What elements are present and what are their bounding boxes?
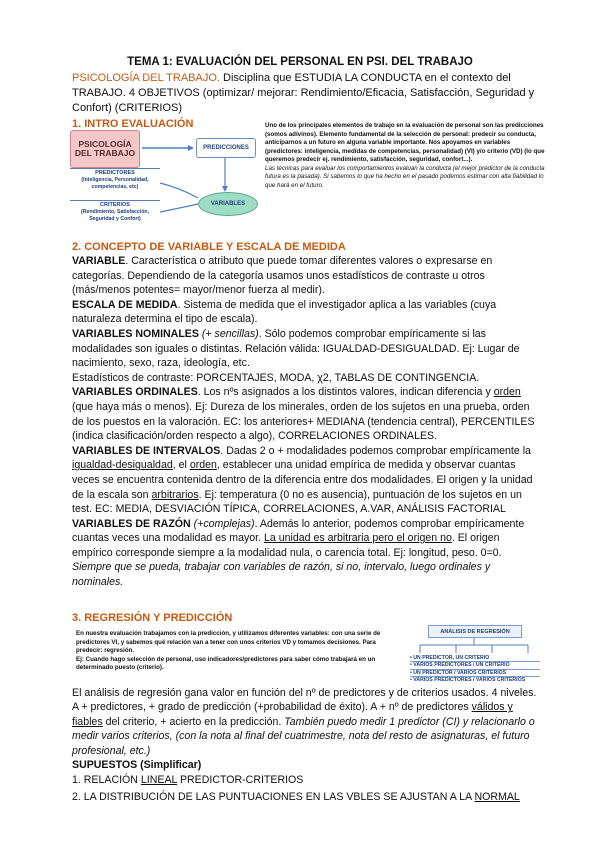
scale-term: ESCALA DE MEDIDA — [72, 298, 178, 311]
section-2-body — [72, 254, 540, 590]
interval-text-4: . Ej: temperatura (0 no es ausencia), puntuación de los sujetos en un test. EC: MEDIA, DESVIACIÓN TÍPICA, CORRELACIONES, A.VAR, ANÁLISIS FACTORIAL — [72, 488, 522, 516]
interval-term: VARIABLES DE INTERVALOS — [72, 444, 221, 457]
section-1-note-bold: Uno de los principales elementos de trabajo en la evaluación de personal son las predicciones (somos adivinos). Elemento fundamental de la selección de personal: predecir su conducta, anticiparnos a un futuro en alguna variable importante. Nos apoyamos en variables (predictores: inteligencia, medidas de competencias, personalidad) (VI) y/o criterio (VD) (lo que queremos predecir ej. rendimiento, satisfacción, seguridad, confort...). — [265, 122, 545, 163]
interval-underlined-1: igualdad-desigualdad — [72, 459, 173, 472]
regression-underlined: válidos y fiables — [72, 701, 513, 728]
assumption-2-text: 2. LA DISTRIBUCIÓN DE LAS PUNTUACIONES EN LAS VBLES SE AJUSTAN A LA — [72, 791, 475, 803]
criteria-block — [70, 200, 160, 223]
variable-term: VARIABLE — [72, 255, 126, 267]
ratio-text-1: . Además lo anterior, podemos comprobar empíricamente cuantas veces una modalidad es mayor. — [72, 517, 525, 545]
ordinal-text-2: (que haya más o menos). Ej: Dureza de los minerales, orden de los sujetos en una prueba, orden de los puestos en la valoración. EC: los anteriores+ MEDIANA (tendencia central), PERCENTILES (indica clasificación/orden respecto a algo), CORRELACIONES ORDINALES. — [72, 400, 535, 443]
criteria-title: CRITERIOS — [100, 202, 130, 208]
section-1-note-italic: Las técnicas para evaluar los comportamientos evaluan la conducta (el mejor predictor de la conducta futura es la pasada). Si sabemos lo que ha hecho en el pasado podemos estimar con alta fiabilidad lo que hará en el futuro. — [265, 164, 545, 189]
variables-ellipse: VARIABLES — [198, 192, 258, 216]
psychology-diagram — [70, 130, 258, 230]
section-3-note-bold: En nuestra evaluación trabajamos con la predicción, y utilizamos diferentes variables: con una serie de predictores VI, y sabemos qué relación van a tener con unos criterios VD y tomamos decisiones. Para predecir: regresión. — [76, 630, 381, 654]
assumption-2-underlined: NORMAL — [474, 791, 520, 803]
intro-lead: PSICOLOGÍA DEL TRABAJO. — [72, 72, 220, 84]
section-3-heading: 3. REGRESIÓN Y PREDICCIÓN — [72, 612, 233, 624]
ratio-paragraph — [72, 517, 540, 561]
interval-paragraph — [72, 444, 540, 517]
regression-level-1: • UN PREDICTOR, UN CRITERIO — [410, 655, 540, 662]
assumption-1-underlined: LINEAL — [140, 774, 178, 786]
predictors-detail: (Inteligencia, Personalidad, competencias, etc) — [81, 177, 149, 190]
predictors-block — [70, 168, 160, 191]
section-2-heading: 2. CONCEPTO DE VARIABLE Y ESCALA DE MEDIDA — [72, 241, 346, 253]
section-1-note — [265, 122, 545, 190]
interval-text-2: , el — [172, 459, 190, 472]
ordinal-term: VARIABLES ORDINALES — [72, 386, 198, 399]
regression-levels — [410, 655, 540, 684]
assumption-1-text: 1. RELACIÓN — [72, 774, 141, 786]
regression-paragraph — [72, 686, 540, 758]
ratio-term: VARIABLES DE RAZÓN — [72, 517, 191, 530]
ratio-underlined: La unidad es arbitraria pero el origen no — [263, 532, 452, 545]
assumptions-title: SUPUESTOS (Simplificar) — [72, 759, 202, 771]
main-psychology-box: PSICOLOGÍA DEL TRABAJO — [70, 130, 140, 168]
regression-text-1: El análisis de regresión gana valor en función del nº de predictores y de criterios usados. 4 niveles. A + predictores, + grado de predicción (+probabilidad de éxito). A + nº de predictores — [72, 687, 537, 714]
ratio-text-2: . El origen empírico corresponde siempre a la modalidad nula, o carencia total. Ej: longitud, peso. 0=0. — [72, 532, 502, 559]
assumption-1-rest: PREDICTOR-CRITERIOS — [177, 774, 304, 786]
regression-level-4: • VARIOS PREDICTORES / VARIOS CRITERIOS — [410, 677, 526, 684]
regression-level-2: • VARIOS PREDICTORES / UN CRITERIO — [410, 662, 540, 669]
assumption-1 — [72, 773, 303, 787]
nominal-text: . Sólo podemos comprobar empíricamente si las modalidades son iguales o distintas. Relación válida: IGUALDAD-DESIGUALDAD. Ej: Lugar de nacimiento, sexo, raza, ideología, etc. — [72, 327, 520, 370]
predictions-box: PREDICCIONES — [196, 138, 256, 158]
predictors-title: PREDICTORES — [95, 170, 135, 176]
regression-level-3: • UN PREDICTOR / VARIOS CRITERIOS — [410, 670, 540, 677]
assumption-2 — [72, 790, 520, 804]
ordinal-paragraph — [72, 385, 540, 443]
nominal-stats: Estadísticos de contraste: PORCENTAJES, MODA, χ2, TABLAS DE CONTINGENCIA. — [72, 371, 480, 384]
regression-italic: También puedo medir 1 predictor (CI) y relacionarlo o medir varios criterios, (con la nota al final del cuatrimestre, nota del resto de asignaturas, el futuro profesional, etc.) — [72, 715, 535, 757]
regression-text-2: del criterio, + acierto en la predicción. — [102, 715, 285, 728]
variable-paragraph — [72, 254, 540, 298]
variable-text: . Característica o atributo que puede tomar diferentes valores o expresarse en categorías. Dependiendo de la categoría usamos unos estadísticos de contraste u otros (más/menos potentes= mayor/menor fuerza al medir). — [72, 255, 493, 297]
scale-paragraph — [72, 298, 540, 327]
section-3-note-bold-2: Ej: Cuando hago selección de personal, uso indicadores/predictores para saber cómo trabajará en un determinado puesto (criterio). — [76, 655, 376, 671]
criteria-detail: (Rendimiento, Satisfacción, Seguridad y Confort) — [80, 209, 150, 222]
section-1-heading: 1. INTRO EVALUACIÓN — [72, 118, 194, 130]
regression-diagram — [406, 625, 542, 685]
regression-title: ANÁLISIS DE REGRESIÓN — [428, 625, 522, 638]
nominal-note: (+ sencillas) — [198, 327, 259, 340]
section-3-note — [76, 630, 400, 673]
intro-text: Disciplina que ESTUDIA LA CONDUCTA en el contexto del TRABAJO. 4 OBJETIVOS (optimizar/ mejorar: Rendimiento/Eficacia, Satisfacción, Seguridad y Confort) (CRITERIOS) — [72, 72, 535, 114]
nominal-term: VARIABLES NOMINALES — [72, 327, 199, 340]
interval-text-1: . Dadas 2 o + modalidades podemos comprobar empíricamente la — [220, 444, 531, 457]
closing-note: Siempre que se pueda, trabajar con variables de razón, si no, intervalo, luego ordinales y nominales. — [72, 561, 491, 589]
interval-underlined-3: arbitrarios — [151, 488, 199, 501]
ordinal-text-1: . Los nºs asignados a los distintos valores, indican diferencia y — [197, 386, 494, 399]
ordinal-underlined: orden — [493, 386, 521, 399]
scale-text: . Sistema de medida que el investigador aplica a las variables (cuya naturaleza determina el tipo de escala). — [72, 298, 497, 326]
interval-text-3: , establecer una unidad empírica de medida y observar cuantas veces se encuentra contenida dentro de la diferencia entre dos modalidades. El origen y la unidad de la escala son — [72, 459, 533, 501]
interval-underlined-2: orden — [189, 459, 217, 472]
document-title: TEMA 1: EVALUACIÓN DEL PERSONAL EN PSI. DEL TRABAJO — [127, 56, 473, 68]
ratio-note: (+complejas) — [190, 517, 255, 530]
intro-paragraph — [72, 71, 542, 116]
nominal-paragraph — [72, 327, 540, 371]
